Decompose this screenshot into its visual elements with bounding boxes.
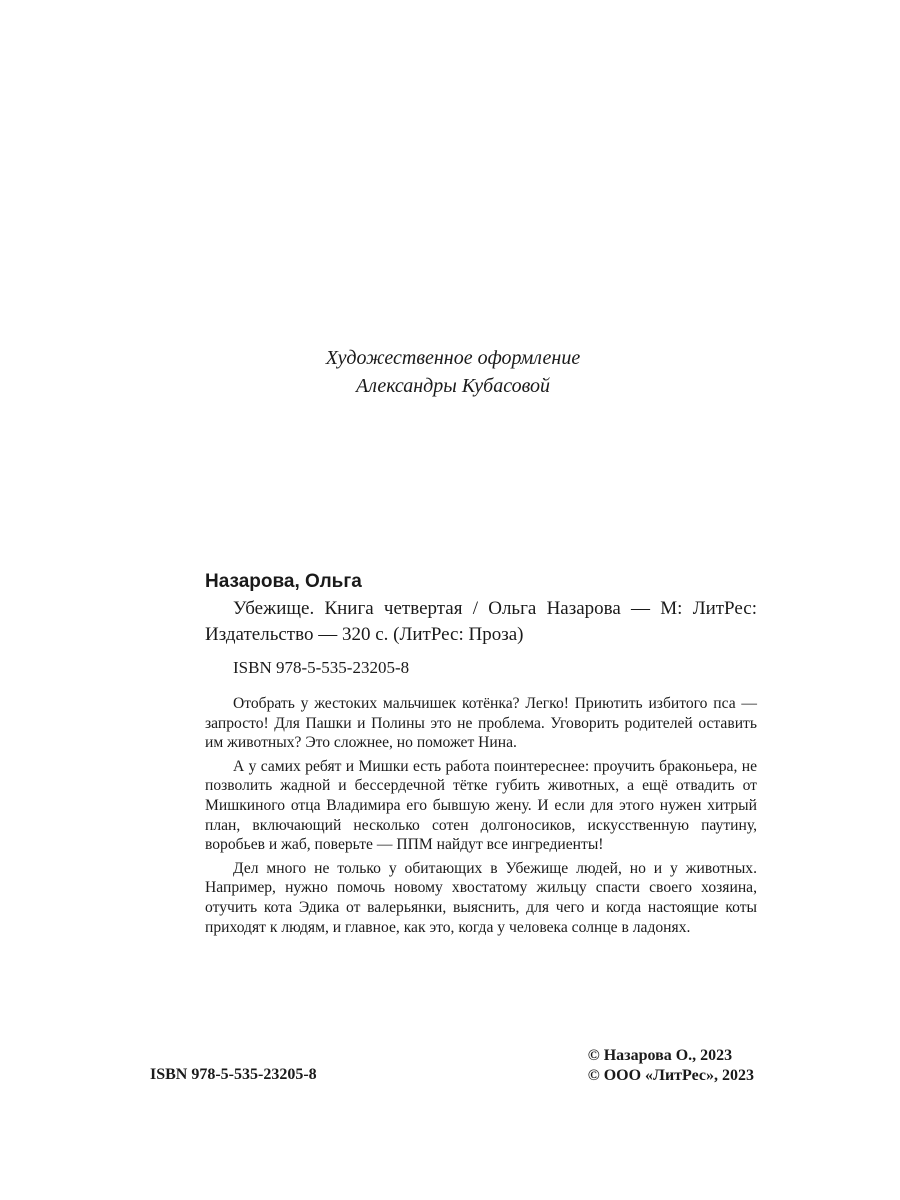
credits-line-2: Александры Кубасовой: [355, 375, 550, 397]
bibliographic-description: Убежище. Книга четвертая / Ольга Назарова — М: ЛитРес: Издательство — 320 с. (ЛитРес: Проза): [205, 598, 757, 645]
catalog-isbn: ISBN 978-5-535-23205-8: [233, 658, 410, 677]
annotation: [205, 694, 757, 937]
illustration-credits: [150, 344, 756, 400]
copyright-publisher: © ООО «ЛитРес», 2023: [587, 1067, 754, 1084]
catalog-record: [205, 570, 757, 941]
annotation-paragraph-2: А у самих ребят и Мишки есть работа поинтереснее: проучить браконьера, не позволить жадной и бессердечной тётке губить животных, а ещё отвадить от Мишкиного отца Владимира его бывшую жену. И если для этого нужен хитрый план, включающий несколько сотен долгоносиков, искусственную паутину, воробьев и жаб, поверьте — ППМ найдут все ингредиенты!: [205, 757, 757, 854]
annotation-paragraph-3: Дел много не только у обитающих в Убежище людей, но и у животных. Например, нужно помочь новому хвостатому жильцу спасти своего хозяина, отучить кота Эдика от валерьянки, выяснить, для чего и когда настоящие коты приходят к людям, и главное, как это, когда у человека солнце в ладонях.: [205, 859, 757, 936]
annotation-paragraph-1: Отобрать у жестоких мальчишек котёнка? Легко! Приютить избитого пса — запросто! Для Пашки и Полины это не проблема. Уговорить родителей оставить им животных? Это сложнее, но поможет Нина.: [205, 695, 757, 752]
copyright-author: © Назарова О., 2023: [587, 1047, 733, 1064]
author-heading: Назарова, Ольга: [205, 571, 362, 592]
credits-line-1: Художественное оформление: [325, 347, 581, 369]
copyright-block: [588, 1046, 754, 1086]
footer-isbn: ISBN 978-5-535-23205-8: [150, 1066, 317, 1083]
